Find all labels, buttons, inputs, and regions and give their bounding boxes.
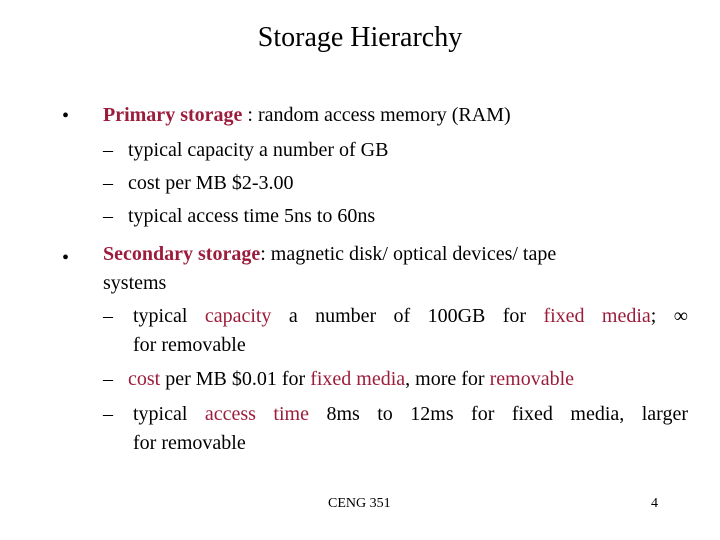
primary-sub-text: cost per MB $2-3.00: [128, 172, 294, 194]
sub-text: 8ms to 12ms for fixed media, larger: [308, 403, 688, 425]
capacity-term: capacity: [204, 305, 272, 327]
primary-storage-term: Primary storage: [103, 104, 243, 126]
dash: –: [103, 139, 113, 161]
primary-sub-cost: [103, 170, 294, 196]
secondary-storage-term: Secondary storage: [103, 243, 261, 265]
secondary-storage-desc: : magnetic disk/ optical devices/ tape: [260, 243, 557, 265]
sub-text: a number of 100GB for: [271, 305, 544, 327]
footer-page-number: 4: [651, 496, 658, 511]
primary-sub-access: [103, 203, 375, 229]
bullet-secondary: •: [62, 247, 70, 269]
slide-title: Storage Hierarchy: [257, 22, 463, 53]
bullet-primary: •: [62, 105, 70, 127]
removable-term: removable: [489, 368, 574, 390]
dash: –: [103, 305, 113, 327]
dash: –: [103, 368, 113, 390]
secondary-storage-line: [103, 241, 556, 267]
sub-text: ; ∞: [650, 305, 688, 327]
primary-storage-desc: : random access memory (RAM): [242, 104, 511, 126]
secondary-storage-line-2: systems: [103, 272, 167, 294]
footer-course: CENG 351: [328, 496, 391, 511]
primary-sub-capacity: [103, 137, 388, 163]
sub-text: typical: [133, 403, 205, 425]
secondary-sub-access: [133, 401, 688, 427]
dash: –: [103, 172, 113, 194]
secondary-sub-capacity: [133, 303, 688, 329]
fixed-media-term: fixed media: [543, 305, 651, 327]
secondary-sub-access-cont: for removable: [133, 432, 246, 454]
access-time-term: access time: [204, 403, 309, 425]
primary-sub-text: typical access time 5ns to 60ns: [128, 205, 376, 227]
primary-storage-line: [103, 102, 511, 128]
primary-sub-text: typical capacity a number of GB: [128, 139, 389, 161]
dash: –: [103, 403, 113, 425]
secondary-sub-cost: [103, 366, 574, 392]
sub-text: typical: [133, 305, 205, 327]
sub-text: , more for: [405, 368, 490, 390]
secondary-sub-capacity-cont: for removable: [133, 334, 246, 356]
sub-text: per MB $0.01 for: [160, 368, 311, 390]
cost-term: cost: [128, 368, 161, 390]
dash: –: [103, 205, 113, 227]
fixed-media-term: fixed media: [310, 368, 406, 390]
